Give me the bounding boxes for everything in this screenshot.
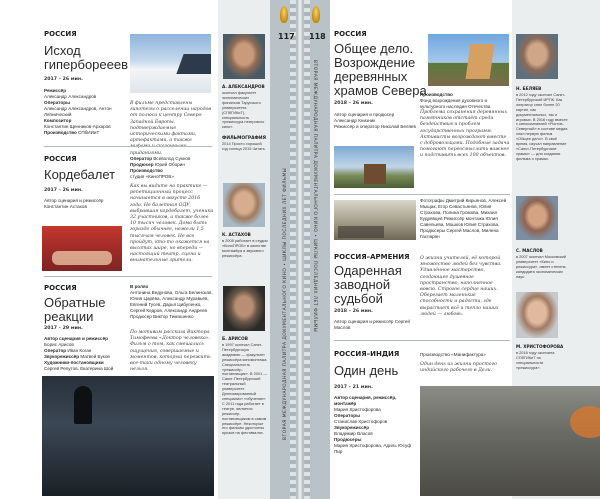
film-country: РОССИЯ–АРМЕНИЯ — [334, 253, 410, 261]
credit-label: Автор сценария и режиссёр — [44, 336, 108, 341]
credit-label: Звукорежиссёр — [44, 354, 80, 359]
page-number-right: 118 — [309, 32, 326, 41]
director-portrait — [516, 292, 558, 338]
film-title: Одаренная заводной судьбой — [334, 263, 402, 306]
credit-value: студия «КиноПРОБ» — [130, 174, 174, 179]
credit-value: Матвей Буков — [80, 354, 110, 359]
bio-text: в 2008 работает в студии «КиноПРОБ» в качестве монтажёра и звукового режиссёра. — [222, 238, 268, 258]
page-number-left: 117 — [278, 32, 295, 41]
credit-value: СПбИИиТ — [78, 130, 100, 135]
production-credit — [420, 92, 510, 110]
film-synopsis: По мотивам рассказа Виктора Тимофеева «Доктор человека». Фильм о том, как смешались ощущения, совершаемые и моментов, который пережить все-таки одному человеку нельзя. — [130, 330, 211, 373]
credit-label: Автор сценария, режиссёр, монтажёр — [334, 395, 397, 406]
film-credits — [44, 336, 124, 372]
credit-label: Режиссёр — [44, 88, 66, 93]
film-title: Обратные реакции — [44, 295, 106, 324]
film-title: Один день — [334, 363, 399, 378]
credit-value: Александр Александров — [44, 94, 97, 99]
film-still — [42, 226, 122, 271]
film-country: РОССИЯ — [44, 30, 77, 38]
director-portrait — [516, 34, 558, 79]
film-credits — [334, 395, 416, 455]
bio-text: в 2016 году окончила СПбГИКиТ по специальности «режиссура». — [516, 350, 555, 370]
bio-name: К. АСТАХОВ — [222, 232, 251, 237]
film-country: РОССИЯ — [334, 30, 367, 38]
bio-name: Б. АРИСОВ — [222, 336, 248, 341]
divider — [334, 194, 510, 195]
credit-value: Всеволод Сукнов — [153, 156, 191, 161]
director-portrait — [223, 34, 265, 79]
divider — [44, 146, 212, 147]
credit-value: Фонд возрождения духовного и культурного наследия Отечества — [420, 98, 491, 109]
credit-label: Оператор — [130, 156, 153, 161]
film-credits — [44, 88, 134, 136]
credit-label: Производство — [130, 168, 163, 173]
film-still — [42, 376, 214, 496]
director-portrait — [516, 196, 558, 240]
credit-value: Константин Щенников-Архаров — [44, 124, 111, 129]
film-date: 2017 – 29 мин. — [44, 326, 83, 331]
credit-value: Станислав Христофоров — [334, 419, 388, 424]
producer-line: Продюсер Виктор Тимошенко — [130, 314, 194, 319]
bio-text: в 1997 окончил Санкт-Петербургскую академию — факультет режиссёра киномонтажа. Специальность «режиссёр-постановщик». В 2001 — Санкт-Петербургский театральный университет. Дипломированный специалист «обучение». С 2011 года работает в театре, является режиссёр-постановщиком в самом режиссёре. Некоторые его фильмы удостоены призов на фестивалях. — [222, 342, 268, 436]
film-synopsis: Один день из жизни простого индийского рабочего в Дели. — [420, 362, 497, 374]
running-head-left: ВТОРАЯ МЕЖДУНАРОДНАЯ ПАЛИТРА ДОКУМЕНТАЛЬНОГО КИНО • ЦИКЛЫ ПОСЛЕДНИХ ЛЕТ ФИЛЬМЫ — [283, 167, 288, 440]
credit-label: Производство — [44, 130, 77, 135]
credit-line: Режиссёр и оператор Николай Беляев — [334, 124, 416, 129]
film-credits: Автор сценария и режиссёр Константин Астахов — [44, 198, 104, 209]
right-filmstrip — [304, 0, 310, 499]
festival-logo-icon — [312, 6, 320, 23]
film-still — [420, 386, 600, 496]
bio-name: Н. БЕЛЯЕВ — [516, 86, 542, 91]
bio-name: А. АЛЕКСАНДРОВ — [222, 84, 265, 89]
running-head-right: ВТОРАЯ МЕЖДУНАРОДНАЯ ПАЛИТРА ДОКУМЕНТАЛЬНОГО КИНО • ЦИКЛЫ ПОСЛЕДНИХ ЛЕТ ФИЛЬМЫ — [312, 60, 317, 333]
bio-name: М. ХРИСТОФОРОВА — [516, 344, 564, 349]
director-portrait — [223, 183, 265, 227]
film-date: 2018 – 26 мин. — [334, 101, 373, 106]
film-synopsis: Как вы видите на практике — репетиционный процесс начинается в августе 2016 года. Не балетная ОДУ, выбравшая кордебалет, ученики 32 участников, а также более 10 тысяч человек. Дома быть гораздо обычнее, нежели 1,5 тысячам человек. Не все пройдут, кто-то окажется на высотах шире, но впереди — настоящий театр, сцена и внимательные зрители. — [130, 184, 214, 264]
film-country: РОССИЯ–ИНДИЯ — [334, 350, 400, 358]
credit-label: Продюсер — [130, 162, 154, 167]
production-credit: Производство «Манифактура» — [420, 352, 486, 357]
film-credits: Автор сценария и режиссёр Сергей Маслов — [334, 319, 410, 330]
cast-list: Антонина Ведунова, Ольга Белинская, Юлия Царёва, Александр Муравьёв, Евгений Гусев, Дарья Цибуленко, Сергей Кедров, Александр Андреев — [130, 290, 213, 313]
cast-label: В ролях — [130, 284, 149, 289]
film-still — [428, 34, 509, 86]
film-title: Кордебалет — [44, 167, 116, 182]
film-date: 2017 – 21 мин. — [334, 385, 373, 390]
filmography-list: 2014 Просто хороший год солнца 2015 Читать — [222, 141, 265, 151]
film-credits — [334, 112, 418, 130]
left-filmstrip — [290, 0, 296, 499]
bio-text: окончил факультет экономических финансов Тарусского университета (СПбГИКиТ), специальность «режиссура неигрового кино». — [222, 90, 265, 130]
credit-label: Продюсеры — [334, 437, 362, 442]
bio-name: С. МАСЛОВ — [516, 248, 543, 253]
credit-value: Мария Христофорова, Адиль Юсуф Пир — [334, 443, 411, 454]
film-date: 2017 – 26 мин. — [44, 188, 83, 193]
film-title: Общее дело. Возрождение деревянных храмов Севера — [334, 41, 427, 98]
film-team: Фотографы Дмитрий Кирьянов, Алексей Мыщак, Егор Севастьянов, Юлия Страхова, Полина Громова, Михаил Кудрявцев Режиссёр монтажа Юлия Савельева, Мошков Юлия Страхова, Продюсеры Сергей Маслов, Милена Гаспарян — [420, 198, 507, 239]
bio-text: в 2007 окончил Московский университет «Кино и режиссура», имеет степень кандидата экономических наук. — [516, 254, 566, 279]
credit-label: Звукорежиссёр — [334, 425, 370, 430]
film-still — [334, 146, 414, 188]
film-country: РОССИЯ — [44, 155, 77, 163]
film-synopsis: Проблема сохранения деревянных памятников отстаёт среди бездействия и проблем государственных программ. Активисты возрождают вместе с добровольцами. Подобные задачи помогают переосмыслить важнее и подставить всех 100 объектов. — [420, 110, 510, 159]
festival-logo-icon — [280, 6, 288, 23]
bio-text: в 2012 году окончил Санкт-Петербургский ИРПК. Как оператор снял более 20 картин, как документальных, так и игровых. В 2016 году вместе с кинокомпанией «Ростов-Северный» в составе медиа снял первую фильм «Общее дело». В своё время, изучал направление «Санкт-Петербургские храмы» — для создания фильма о храмах. — [516, 92, 568, 161]
credit-label: Композитор — [44, 118, 72, 123]
film-synopsis: О жизни учителей, её которой множество людей без чувства. Удивлённое мастерство, создающее душевное пространство, наполненное вовсю. Строгое сердце наших. Оберегает маленькие способности и радости, где вырастает всё и тепло наших людей — любовь. — [420, 256, 502, 317]
director-portrait — [223, 286, 265, 331]
film-country: РОССИЯ — [44, 284, 77, 292]
credit-label: Производство — [420, 92, 453, 97]
film-synopsis: В фильме представлены гипотезы о расселении народов от полюса к центру Северо-Западной Европы, подтверждаемые историческими фактами, артефактами, а также приданиями. — [130, 101, 212, 156]
credit-label: Операторы — [334, 413, 360, 418]
film-still — [130, 34, 211, 93]
film-date: 2017 – 26 мин. — [44, 77, 83, 82]
film-date: 2018 – 26 мин. — [334, 309, 373, 314]
film-title: Исход гиперборееев — [44, 43, 129, 72]
credit-value: Иван Коган — [67, 348, 92, 353]
filmography-heading: ФИЛЬМОГРАФИЯ — [222, 136, 266, 141]
credit-value: Александр Александров, Антон Ляпнический — [44, 106, 112, 117]
credit-label: Художники-постановщики — [44, 360, 104, 365]
film-cast — [130, 284, 214, 320]
credit-value: Мария Христофорова — [334, 407, 381, 412]
credit-value: Сергей Репутов, Екатерина Шой — [44, 366, 114, 371]
divider — [44, 276, 212, 277]
film-credits — [130, 156, 214, 180]
divider — [334, 340, 510, 341]
credit-value: Борис Арисов — [44, 342, 74, 347]
credit-label: Операторы — [44, 100, 70, 105]
credit-value: Владимир Власов — [334, 431, 373, 436]
credit-label: Оператор — [44, 348, 67, 353]
credit-line: Автор сценария и продюсер Александр Книзник — [334, 112, 395, 123]
credit-value: Юрий Оборин — [154, 162, 185, 167]
film-still — [334, 200, 416, 240]
